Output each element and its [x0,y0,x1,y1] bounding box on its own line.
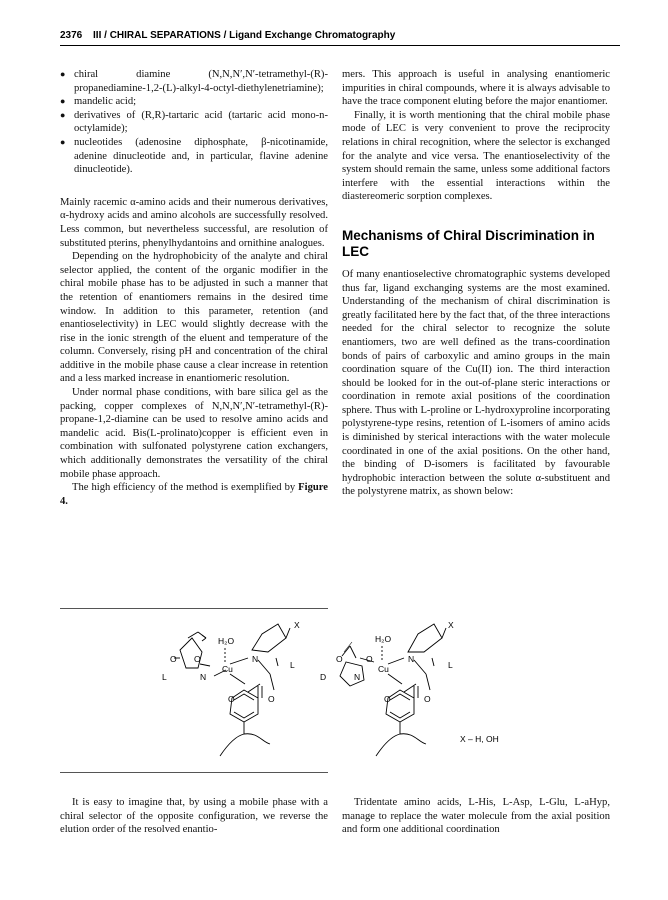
section-heading: Mechanisms of Chiral Discrimination in LEC [342,227,595,259]
label-o: O [336,654,343,664]
paragraph: It is easy to imagine that, by using a mobile phase with a chiral selector of the opposite configuration, we reverse the elution order of the resolved enantio- [60,797,328,836]
label-n: N [252,654,259,664]
list-item: ● nucleotides (adenosine diphosphate, β-nicotinamide, adenine dinucleotide and, in particular, flavine adenine dinucleotide). [60,136,328,177]
list-item: ● mandelic acid; [60,95,328,109]
figure-legend: X – H, OH [460,734,499,744]
label-n: N [354,672,361,682]
label-o: O [170,654,177,664]
label-x: X [448,620,454,630]
figure-reference[interactable]: Figure 4. [60,482,328,507]
label-o: O [268,694,275,704]
figure-top-rule [60,608,328,609]
bottom-left-text [60,796,328,837]
label-o: O [194,654,201,664]
label-o: O [366,654,373,664]
label-o: O [384,694,391,704]
paragraph [60,481,328,508]
selector-list [60,68,328,177]
bottom-right-text [342,796,610,837]
paragraph: Finally, it is worth mentioning that the chiral mobile phase mode of LEC is very convenient to prove the reciprocity relations in chiral recognition, where the selector is exchanged for the analyte and vice versa. The enantioselectivity of the system should remain the same, unless some additional factors interfere with the essential interactions within the diastereomeric sorption complexes. [342,109,610,203]
paragraph-text: The high efficiency of the method is exemplified by [72,482,296,494]
list-item: ● chiral diamine (N,N,N′,N′-tetramethyl-(R)-propanediamine-1,2-(L)-alkyl-4-octyl-diethylenetriamine); [60,68,328,95]
d-complex [340,624,446,756]
label-n: N [408,654,415,664]
left-column [60,68,328,508]
list-item: ● derivatives of (R,R)-tartaric acid (tartaric acid mono-n-octylamide); [60,109,328,136]
header-rule [60,45,620,46]
label-l: L [162,672,167,682]
paragraph: Depending on the hydrophobicity of the analyte and chiral selector applied, the content of the organic modifier in the chiral mobile phase has to be adjusted in such a manner that the retention of enantiomers remains in the desired time window. In addition to this parameter, retention (and enantioselectivity) in LEC would slightly decrease with the rise in the ionic strength of the eluent and temperature of the column. Conversely, rising pH and concentration of the chiral additive in the mobile phase cause a clear increase in retention and a less marked increase in enantiomeric resolution. [60,251,328,385]
label-x: X [294,620,300,630]
label-cu: Cu [222,664,233,674]
label-o: O [228,694,235,704]
right-column [342,68,610,499]
paragraph: Of many enantioselective chromatographic systems developed thus far, ligand exchanging systems are the most examined. Understanding of the mechanism of chiral discrimination is greatly facilitated here by the fact that, of the three interactions needed for the chiral selector to recognize the solute enantiomers, two are well defined as the trans-coordination bonds of pairs of carboxylic and amino groups in the main coordination square of the Cu(II) ion. The third interaction should be looked for in the out-of-plane steric interactions or coordination in remote axial positions of the coordination sphere. Thus with L-proline or L-hydroxyproline incorporating polystyrene-type resins, retention of L-isomers of amino acids is diminished by sterical interactions with the water molecule coordinated in one of the axial positions. On the other hand, the binding of D-isomers is facilitated by favourable hydrophobic interaction between the solute α-substituent and the polystyrene matrix, as shown below: [342,268,610,498]
paragraph: Under normal phase conditions, with bare silica gel as the packing, copper complexes of N,N,N′,N′-tetramethyl-(R)-propane-1,2-diamine can be used to resolve amino acids and mandelic acid. Bis(L-prolinato)copper is efficient even in combination with sulfonated polystyrene cation exchangers, which additionally demonstrates the versatility of the chiral mobile phase approach. [60,387,328,480]
coordination-complex-figure [150,618,510,768]
label-water: H₂O [375,634,392,644]
figure-bottom-rule [60,772,328,773]
running-header [60,30,620,41]
page-number: 2376 [60,30,83,41]
label-d: D [320,672,327,682]
complex-diagram [150,618,510,768]
label-l: L [290,660,295,670]
label-l: L [448,660,453,670]
paragraph: Tridentate amino acids, L-His, L-Asp, L-Glu, L-aHyp, manage to replace the water molecule from the axial position and form one additional coordination [342,797,610,836]
running-title: III / CHIRAL SEPARATIONS / Ligand Exchange Chromatography [93,30,396,41]
label-cu: Cu [378,664,389,674]
label-water: H₂O [218,636,235,646]
paragraph: Mainly racemic α-amino acids and their numerous derivatives, α-hydroxy acids and amino alcohols are successfully resolved. Less common, but nevertheless successful, are resolution of substituted pterins, phenylhydantoins and ornithine analogues. [60,196,328,249]
label-n: N [200,672,207,682]
paragraph: mers. This approach is useful in analysing enantiomeric impurities in chiral compounds, where it is always advisable to have the trace component eluting before the major enantiomer. [342,69,610,108]
label-o: O [424,694,431,704]
